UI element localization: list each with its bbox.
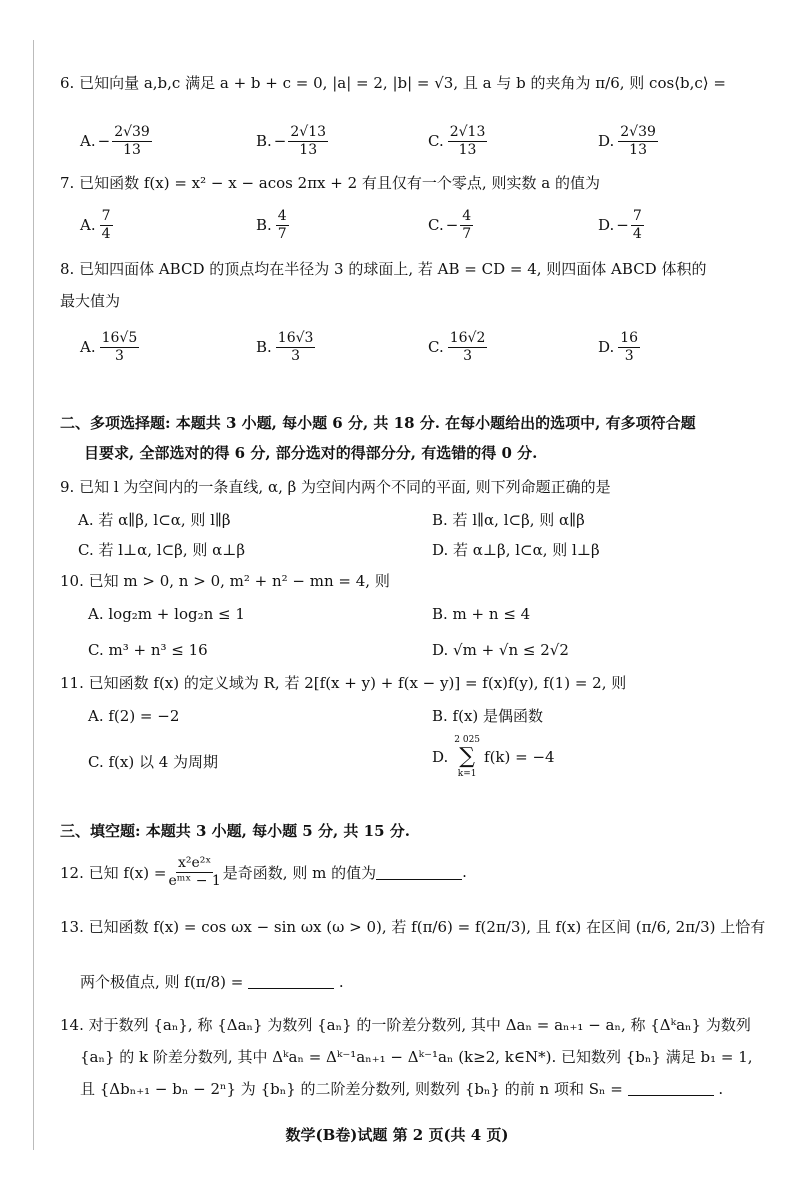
q8-option-d: D. $\frac{16}{3}$ [598, 329, 639, 364]
q12-fraction: $\frac{\text{x²e²ˣ}}{\text{eᵐˣ − 1}}$ [168, 854, 221, 889]
q6-option-c: C. $\frac{2√13}{13}$ [428, 123, 486, 158]
q11-option-c: C. f(x) 以 4 为周期 [88, 753, 219, 771]
q6-option-a: A. − $\frac{2√39}{13}$ [80, 123, 150, 158]
q8-option-a: A. $\frac{16√5}{3}$ [80, 329, 138, 364]
binding-edge-line [33, 40, 34, 1150]
q9-option-b: B. 若 l∥α, l⊂β, 则 α∥β [432, 511, 585, 529]
question-7-stem: 7. 已知函数 f(x) = x² − x − acos 2πx + 2 有且仅有一个零点, 则实数 a 的值为 [60, 174, 600, 192]
q6-option-b: B. − $\frac{2√13}{13}$ [256, 123, 327, 158]
q11-option-a: A. f(2) = −2 [88, 707, 180, 725]
q10-option-d: D. √m + √n ≤ 2√2 [432, 641, 569, 659]
q7-option-c: C. − $\frac{4}{7}$ [428, 207, 472, 242]
q7-option-d: D. − $\frac{7}{4}$ [598, 207, 642, 242]
q14-answer-blank[interactable] [628, 1081, 714, 1096]
question-7-options [80, 202, 720, 248]
question-14-line-1: 14. 对于数列 {aₙ}, 称 {Δaₙ} 为数列 {aₙ} 的一阶差分数列, 其中 Δaₙ = aₙ₊₁ − aₙ, 称 {Δᵏaₙ} 为数列 [60, 1016, 751, 1034]
q9-option-a: A. 若 α∥β, l⊂α, 则 l∥β [78, 511, 231, 529]
question-9-stem: 9. 已知 l 为空间内的一条直线, α, β 为空间内两个不同的平面, 则下列命题正确的是 [60, 478, 611, 496]
question-13-line-1: 13. 已知函数 f(x) = cos ωx − sin ωx (ω > 0), 若 f(π/6) = f(2π/3), 且 f(x) 在区间 (π/6, 2π/3) 上恰有 [60, 918, 766, 936]
question-11-options-row-2 [78, 735, 738, 788]
q10-option-a: A. log₂m + log₂n ≤ 1 [88, 605, 245, 623]
section-3-heading: 三、填空题: 本题共 3 小题, 每小题 5 分, 共 15 分. [60, 822, 410, 840]
q7-option-b: B. $\frac{4}{7}$ [256, 207, 287, 242]
question-6-stem: 6. 已知向量 a,b,c 满足 a + b + c = 0, |a| = 2, |b| = √3, 且 a 与 b 的夹角为 π/6, 则 cos⟨b,c⟩ = [60, 74, 726, 92]
section-2-heading-line-1: 二、多项选择题: 本题共 3 小题, 每小题 6 分, 共 18 分. 在每小题给出的选项中, 有多项符合题 [60, 414, 696, 432]
q9-option-d: D. 若 α⊥β, l⊂α, 则 l⊥β [432, 541, 600, 559]
q13-answer-blank[interactable] [248, 974, 334, 989]
section-2-heading-line-2: 目要求, 全部选对的得 6 分, 部分选对的得部分分, 有选错的得 0 分. [84, 444, 538, 462]
question-8-options [80, 324, 720, 370]
question-6-options [80, 118, 720, 164]
summation-symbol: 2 025 ∑ k=1 [454, 735, 481, 779]
question-8-stem-line-1: 8. 已知四面体 ABCD 的顶点均在半径为 3 的球面上, 若 AB = CD = 4, 则四面体 ABCD 体积的 [60, 260, 707, 278]
q10-option-b: B. m + n ≤ 4 [432, 605, 531, 623]
question-11-stem: 11. 已知函数 f(x) 的定义域为 R, 若 2[f(x + y) + f(x − y)] = f(x)f(y), f(1) = 2, 则 [60, 674, 627, 692]
q11-option-d: D. 2 025 ∑ k=1 f(k) = −4 [432, 735, 555, 779]
q8-option-c: C. $\frac{16√2}{3}$ [428, 329, 486, 364]
page-footer: 数学(B卷)试题 第 2 页(共 4 页) [285, 1126, 509, 1144]
question-10-stem: 10. 已知 m > 0, n > 0, m² + n² − mn = 4, 则 [60, 572, 390, 590]
q6-option-d: D. $\frac{2√39}{13}$ [598, 123, 656, 158]
question-8-stem-line-2: 最大值为 [60, 292, 121, 310]
question-12: 12. 已知 f(x) = $\frac{\text{x²e²ˣ}}{\text{eᵐˣ − 1}}$ 是奇函数, 则 m 的值为 . [60, 854, 467, 889]
question-14-line-3: 且 {Δbₙ₊₁ − bₙ − 2ⁿ} 为 {bₙ} 的二阶差分数列, 则数列 {bₙ} 的前 n 项和 Sₙ = . [80, 1080, 724, 1098]
q7-option-a: A. $\frac{7}{4}$ [80, 207, 111, 242]
q9-option-c: C. 若 l⊥α, l⊂β, 则 α⊥β [78, 541, 246, 559]
question-14-line-2: {aₙ} 的 k 阶差分数列, 其中 Δᵏaₙ = Δᵏ⁻¹aₙ₊₁ − Δᵏ⁻¹aₙ (k≥2, k∈N*). 已知数列 {bₙ} 满足 b₁ = 1, [80, 1048, 753, 1066]
q10-option-c: C. m³ + n³ ≤ 16 [88, 641, 208, 659]
question-13-line-2: 两个极值点, 则 f(π/8) = . [80, 973, 344, 991]
q11-option-b: B. f(x) 是偶函数 [432, 707, 544, 725]
q8-option-b: B. $\frac{16√3}{3}$ [256, 329, 314, 364]
q12-answer-blank[interactable] [376, 865, 462, 880]
